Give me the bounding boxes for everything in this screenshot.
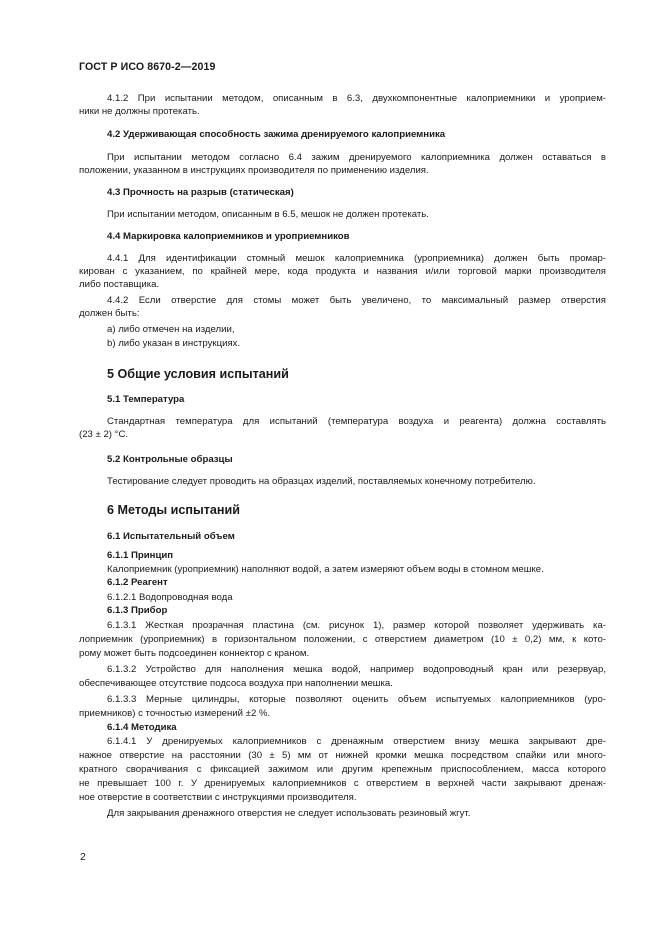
section-heading-5-1: 5.1 Температура: [107, 394, 185, 405]
section-heading-6-1-2: 6.1.2 Реагент: [107, 577, 168, 588]
paragraph-line: кирован с указанием, по крайней мере, кода продукта и названия и/или торговой марки производителя: [79, 266, 606, 277]
section-heading-6-1-1: 6.1.1 Принцип: [107, 550, 174, 561]
paragraph-line: положении, указанном в инструкциях производителя по применению изделия.: [79, 165, 429, 176]
page-number: 2: [80, 851, 86, 863]
paragraph-line: При испытании методом согласно 6.4 зажим дренируемого калоприемника должен оставаться в: [107, 152, 606, 163]
section-heading-4-4: 4.4 Маркировка калоприемников и уроприемников: [107, 231, 350, 242]
section-heading-4-3: 4.3 Прочность на разрыв (статическая): [107, 187, 294, 198]
paragraph-line: приемников) с точностью измерений ±2 %.: [79, 708, 271, 719]
paragraph-line: лоприемник (уроприемник) в горизонтальном положении, с отверстием диаметром (10 ± 0,2) мм, к кото-: [79, 634, 606, 645]
paragraph-line: (23 ± 2) °С.: [79, 429, 129, 440]
list-item: b) либо указан в инструкциях.: [107, 338, 241, 349]
paragraph-line: 4.4.2 Если отверстие для стомы может быть увеличено, то максимальный размер отверстия: [107, 295, 606, 306]
paragraph-line: либо поставщика.: [79, 279, 160, 290]
paragraph-line: Для закрывания дренажного отверстия не следует использовать резиновый жгут.: [107, 808, 471, 819]
document-code-header: ГОСТ Р ИСО 8670-2—2019: [79, 61, 216, 73]
paragraph-line: нажное отверстие на расстоянии (30 ± 5) мм от нижней кромки мешка посредством спайки или много-: [79, 750, 606, 761]
section-heading-6-1-3: 6.1.3 Прибор: [107, 605, 168, 616]
paragraph-line: 4.1.2 При испытании методом, описанным в 6.3, двухкомпонентные калоприемники и уроприем-: [107, 93, 606, 104]
section-heading-4-2: 4.2 Удерживающая способность зажима дренируемого калоприемника: [107, 129, 446, 140]
section-heading-6-1-4: 6.1.4 Методика: [107, 722, 177, 733]
paragraph-line: 6.1.2.1 Водопроводная вода: [107, 592, 233, 603]
paragraph-line: должен быть:: [79, 308, 140, 319]
paragraph-line: 6.1.3.3 Мерные цилиндры, которые позволяют оценить объем испытуемых калоприемников (уро-: [107, 694, 606, 705]
section-heading-6-1: 6.1 Испытательный объем: [107, 531, 235, 542]
paragraph-line: ное отверстие в соответствии с инструкциями производителя.: [79, 792, 357, 803]
paragraph-line: обеспечивающее отсутствие подсоса воздуха при наполнении мешка.: [79, 678, 393, 689]
paragraph-line: Стандартная температура для испытаний (температура воздуха и реагента) должна составлять: [107, 416, 606, 427]
paragraph-line: ники не должны протекать.: [79, 106, 200, 117]
section-heading-6: 6 Методы испытаний: [107, 503, 240, 517]
paragraph-line: Калоприемник (уроприемник) наполняют водой, а затем измеряют объем воды в стомном мешке.: [107, 564, 544, 575]
paragraph-line: рому может быть подсоединен коннектор с краном.: [79, 648, 310, 659]
paragraph-line: 6.1.3.2 Устройство для наполнения мешка водой, например водопроводный кран или резервуар,: [107, 664, 606, 675]
paragraph-line: 6.1.3.1 Жесткая прозрачная пластина (см. рисунок 1), размер которой позволяет удерживать ка-: [107, 620, 606, 631]
paragraph-line: 6.1.4.1 У дренируемых калоприемников с дренажным отверстием внизу мешка закрывают дре-: [107, 736, 606, 747]
section-heading-5: 5 Общие условия испытаний: [107, 367, 289, 381]
paragraph-line: Тестирование следует проводить на образцах изделий, поставляемых конечному потребителю.: [107, 476, 536, 487]
paragraph-line: При испытании методом, описанным в 6.5, мешок не должен протекать.: [107, 209, 429, 220]
paragraph-line: не превышает 100 г. У дренируемых калоприемников с отверстием в верхней части закрывают дренаж-: [79, 778, 606, 789]
paragraph-line: кратного сворачивания с фиксацией зажимом или другим крепежным приспособлением, масса которого: [79, 764, 606, 775]
paragraph-line: 4.4.1 Для идентификации стомный мешок калоприемника (уроприемника) должен быть промар-: [107, 253, 606, 264]
section-heading-5-2: 5.2 Контрольные образцы: [107, 454, 233, 465]
list-item: a) либо отмечен на изделии,: [107, 324, 235, 335]
